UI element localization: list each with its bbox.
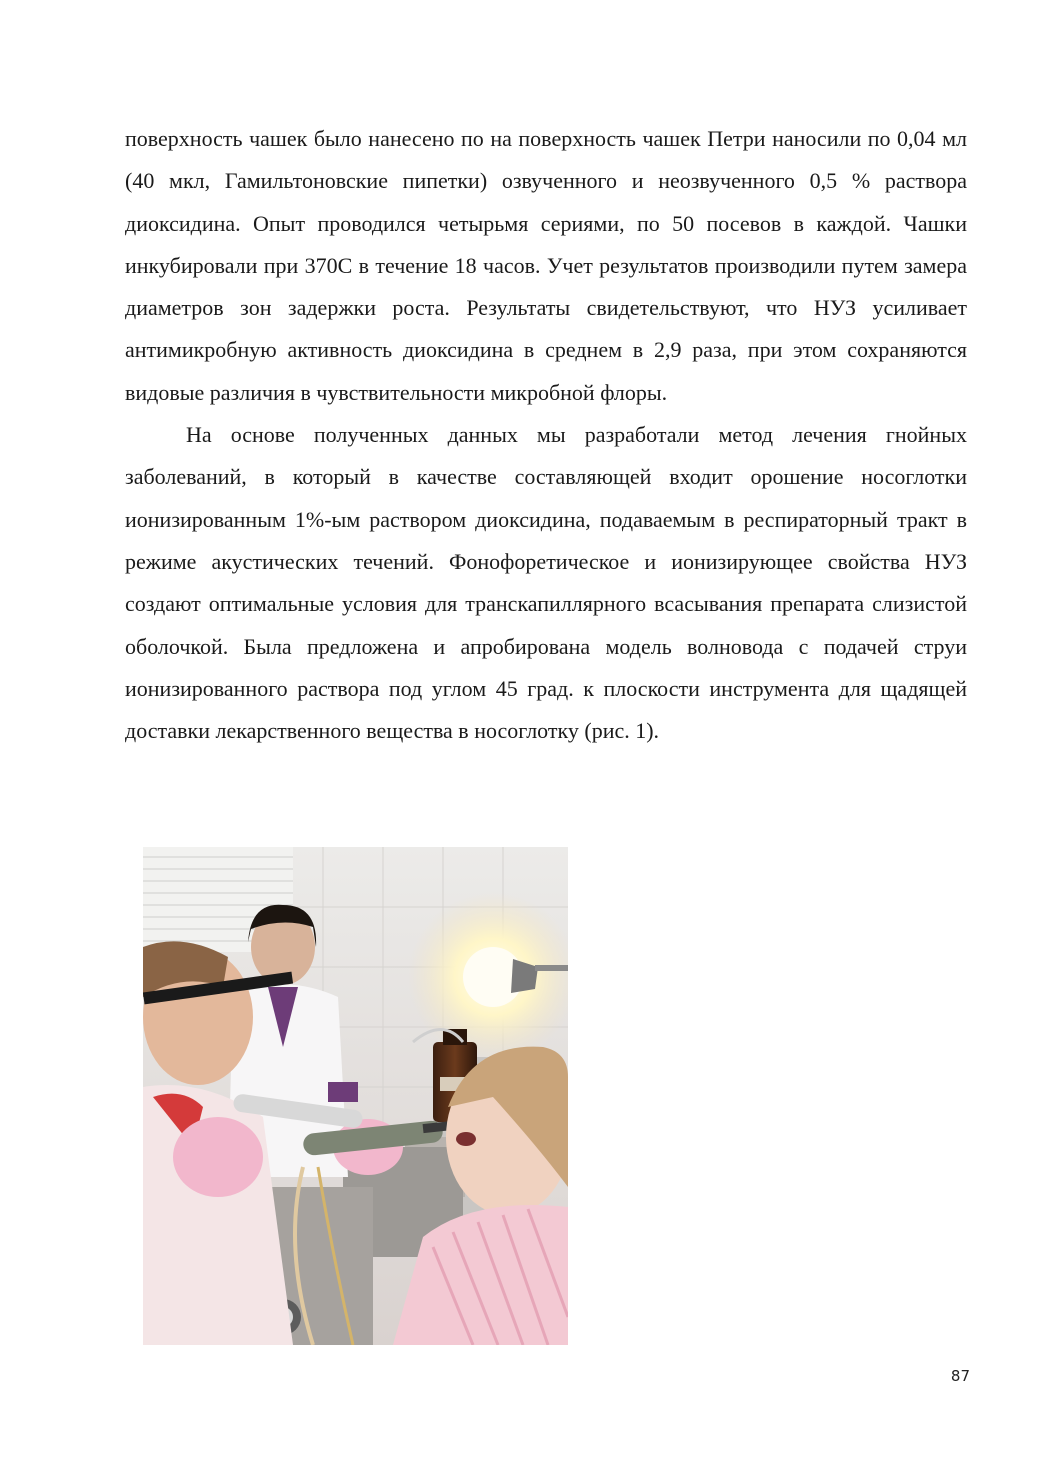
page-number: 87 — [950, 1367, 970, 1385]
figure-photo — [143, 847, 568, 1345]
paragraph-1: поверхность чашек было нанесено по на поверхность чашек Петри наносили по 0,04 мл (40 мкл, Гамильтоновские пипетки) озвученного и неозвученного 0,5 % раствора диоксидина. Опыт проводился четырьмя сериями, по 50 посевов в каждой. Чашки инкубировали при 370С в течение 18 часов. Учет результатов производили путем замера диаметров зон задержки роста. Результаты свидетельствуют, что НУЗ усиливает антимикробную активность диоксидина в среднем в 2,9 раза, при этом сохраняются видовые различия в чувствительности микробной флоры. — [125, 126, 967, 405]
body-text — [125, 118, 967, 752]
paragraph-2: На основе полученных данных мы разработали метод лечения гнойных заболеваний, в который в качестве составляющей входит орошение носоглотки ионизированным 1%-ым раствором диоксидина, подаваемым в респираторный тракт в режиме акустических течений. Фонофоретическое и ионизирующее свойства НУЗ создают оптимальные условия для транскапиллярного всасывания препарата слизистой оболочкой. Была предложена и апробирована модель волновода с подачей струи ионизированного раствора под углом 45 град. к плоскости инструмента для щадящей доставки лекарственного вещества в носоглотку (рис. 1). — [125, 422, 967, 744]
